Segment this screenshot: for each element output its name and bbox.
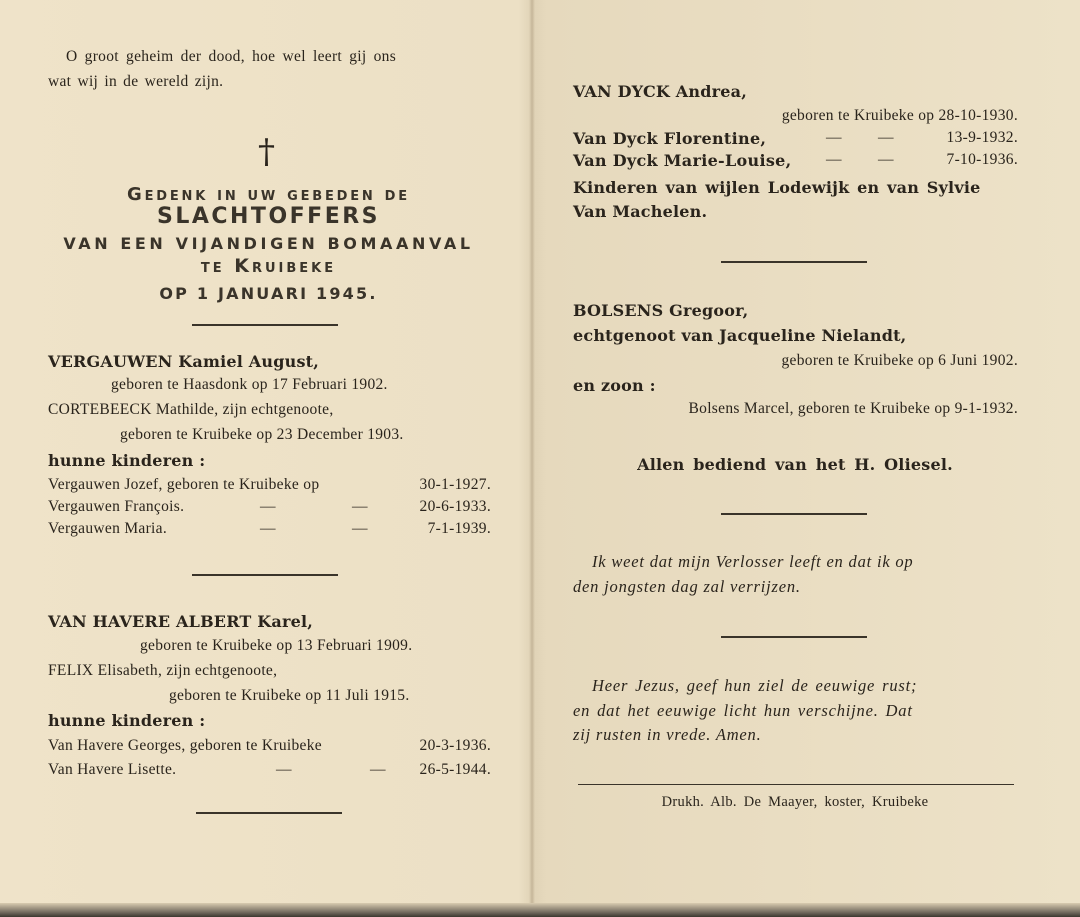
ditto-dash: — — [260, 520, 276, 537]
child-name: Van Havere Georges, geboren te Kruibeke — [48, 737, 322, 754]
divider — [192, 574, 338, 576]
heading-line-3: VAN EEN VIJANDIGEN BOMAANVAL — [63, 234, 474, 253]
child-name: Vergauwen Jozef, geboren te Kruibeke op — [48, 476, 320, 493]
sibling-name: Van Dyck Marie-Louise, — [573, 151, 792, 170]
heading-line-5: OP 1 JANUARI 1945. — [159, 284, 378, 303]
quote-line-1: Ik weet dat mijn Verlosser leeft en dat ik op — [592, 552, 914, 571]
ditto-dash: — — [878, 129, 894, 146]
table-row — [46, 737, 491, 757]
family3-head-name: VAN DYCK Andrea, — [573, 82, 747, 101]
family4-son-line: Bolsens Marcel, geboren te Kruibeke op 9-1-1932. — [688, 400, 1018, 417]
family2-head-name: VAN HAVERE ALBERT Karel, — [48, 612, 314, 631]
prayer-line-1: Heer Jezus, geef hun ziel de eeuwige rust; — [592, 676, 918, 695]
card-bottom-edge — [0, 903, 1080, 917]
family1-spouse-name: CORTEBEECK Mathilde, zijn echtgenoote, — [48, 401, 334, 418]
family2-spouse-birth: geboren te Kruibeke op 11 Juli 1915. — [169, 687, 410, 704]
child-date: 20-6-1933. — [419, 498, 491, 515]
motto-line-2: wat wij in de wereld zijn. — [48, 73, 224, 90]
sibling-date: 13-9-1932. — [946, 129, 1018, 146]
ditto-dash: — — [352, 498, 368, 515]
child-name: Vergauwen François. — [48, 498, 185, 515]
sibling-name: Van Dyck Florentine, — [573, 129, 767, 148]
ditto-dash: — — [276, 761, 292, 778]
sibling-date: 7-10-1936. — [946, 151, 1018, 168]
heading-line-2: SLACHTOFFERS — [156, 204, 381, 229]
table-row — [46, 520, 491, 540]
child-date: 7-1-1939. — [427, 520, 491, 537]
family1-spouse-birth: geboren te Kruibeke op 23 December 1903. — [120, 426, 404, 443]
cross-icon: † — [258, 132, 276, 172]
family4-head-name: BOLSENS Gregoor, — [573, 301, 749, 320]
prayer-line-3: zij rusten in vrede. Amen. — [573, 725, 762, 744]
divider — [196, 812, 342, 814]
ditto-dash: — — [260, 498, 276, 515]
family4-spouse-line: echtgenoot van Jacqueline Nielandt, — [573, 326, 907, 345]
divider — [578, 784, 1014, 785]
ditto-dash: — — [826, 129, 842, 146]
ditto-dash: — — [352, 520, 368, 537]
family2-spouse-name: FELIX Elisabeth, zijn echtgenoote, — [48, 662, 278, 679]
family3-head-birth: geboren te Kruibeke op 28-10-1930. — [781, 107, 1018, 124]
divider — [192, 324, 338, 326]
divider — [721, 261, 867, 263]
child-name: Van Havere Lisette. — [48, 761, 177, 778]
card-fold — [529, 0, 535, 917]
quote-line-2: den jongsten dag zal verrijzen. — [573, 577, 801, 596]
left-page — [46, 0, 491, 900]
child-date: 26-5-1944. — [419, 761, 491, 778]
divider — [721, 636, 867, 638]
table-row — [46, 761, 491, 781]
family1-head-birth: geboren te Haasdonk op 17 Februari 1902. — [111, 376, 388, 393]
child-name: Vergauwen Maria. — [48, 520, 167, 537]
family3-parents-line-2: Van Machelen. — [573, 202, 708, 221]
child-date: 30-1-1927. — [419, 476, 491, 493]
family3-parents-line-1: Kinderen van wijlen Lodewijk en van Sylvie — [573, 178, 981, 197]
ditto-dash: — — [370, 761, 386, 778]
ditto-dash: — — [878, 151, 894, 168]
family4-son-label: en zoon : — [573, 376, 656, 395]
sacrament-line: Allen bediend van het H. Oliesel. — [637, 455, 953, 474]
right-page — [572, 0, 1018, 900]
family1-children-label: hunne kinderen : — [48, 451, 206, 470]
prayer-line-2: en dat het eeuwige licht hun verschijne. Dat — [573, 701, 913, 720]
heading-line-4: te Kruibeke — [200, 255, 337, 277]
table-row — [46, 498, 491, 518]
heading-line-1: Gedenk in uw gebeden de — [127, 184, 410, 205]
ditto-dash: — — [826, 151, 842, 168]
child-date: 20-3-1936. — [419, 737, 491, 754]
family1-head-name: VERGAUWEN Kamiel August, — [48, 352, 320, 371]
family2-head-birth: geboren te Kruibeke op 13 Februari 1909. — [140, 637, 413, 654]
table-row — [572, 129, 1018, 149]
divider — [721, 513, 867, 515]
family2-children-label: hunne kinderen : — [48, 711, 206, 730]
table-row — [572, 151, 1018, 171]
motto-line-1: O groot geheim der dood, hoe wel leert gij ons — [66, 48, 397, 65]
printer-line: Drukh. Alb. De Maayer, koster, Kruibeke — [661, 794, 929, 810]
family4-head-birth: geboren te Kruibeke op 6 Juni 1902. — [781, 352, 1018, 369]
table-row — [46, 476, 491, 496]
